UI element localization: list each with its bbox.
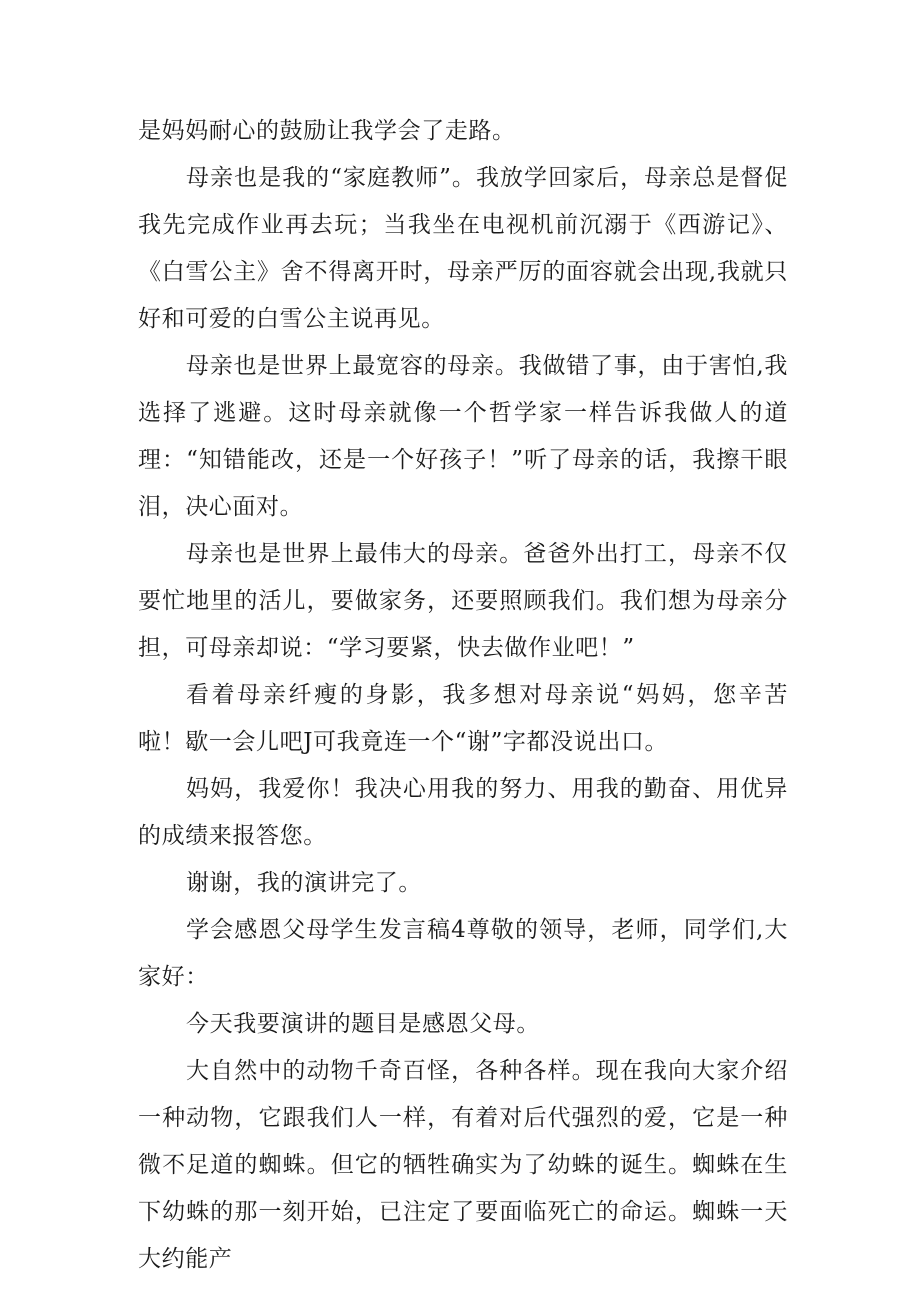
paragraph: 是妈妈耐心的鼓励让我学会了走路。 xyxy=(138,118,516,144)
paragraph: 大自然中的动物千奇百怪，各种各样。现在我向大家介绍一种动物，它跟我们人一样，有着对后代强烈的爱，它是一种微不足道的蜘蛛。但它的牺牲确实为了幼蛛的诞生。蜘蛛在生下幼蛛的那一刻开始，已注定了要面临死亡的命运。蜘蛛一天大约能产 xyxy=(138,1058,788,1272)
paragraph: 学会感恩父母学生发言稿4尊敬的领导，老师，同学们,大家好： xyxy=(138,917,788,990)
paragraph: 妈妈，我爱你！我决心用我的努力、用我的勤奋、用优异的成绩来报答您。 xyxy=(138,776,788,849)
paragraph: 谢谢，我的演讲完了。 xyxy=(186,870,422,896)
paragraph: 母亲也是世界上最宽容的母亲。我做错了事，由于害怕,我选择了逃避。这时母亲就像一个哲学家一样告诉我做人的道理：“知错能改，还是一个好孩子！”听了母亲的话，我擦干眼泪，决心面对。 xyxy=(138,353,788,520)
paragraph: 看着母亲纤瘦的身影，我多想对母亲说“妈妈，您辛苦啦！歇一会儿吧J可我竟连一个“谢”字都没说出口。 xyxy=(138,682,788,755)
paragraph: 今天我要演讲的题目是感恩父母。 xyxy=(186,1011,540,1037)
document-body xyxy=(138,108,788,1283)
paragraph: 母亲也是我的“家庭教师”。我放学回家后，母亲总是督促我先完成作业再去玩；当我坐在电视机前沉溺于《西游记》、《白雪公主》舍不得离开时，母亲严厉的面容就会出现,我就只好和可爱的白雪公主说再见。 xyxy=(138,165,788,332)
paragraph: 母亲也是世界上最伟大的母亲。爸爸外出打工，母亲不仅要忙地里的活儿，要做家务，还要照顾我们。我们想为母亲分担，可母亲却说：“学习要紧，快去做作业吧！” xyxy=(138,541,788,661)
